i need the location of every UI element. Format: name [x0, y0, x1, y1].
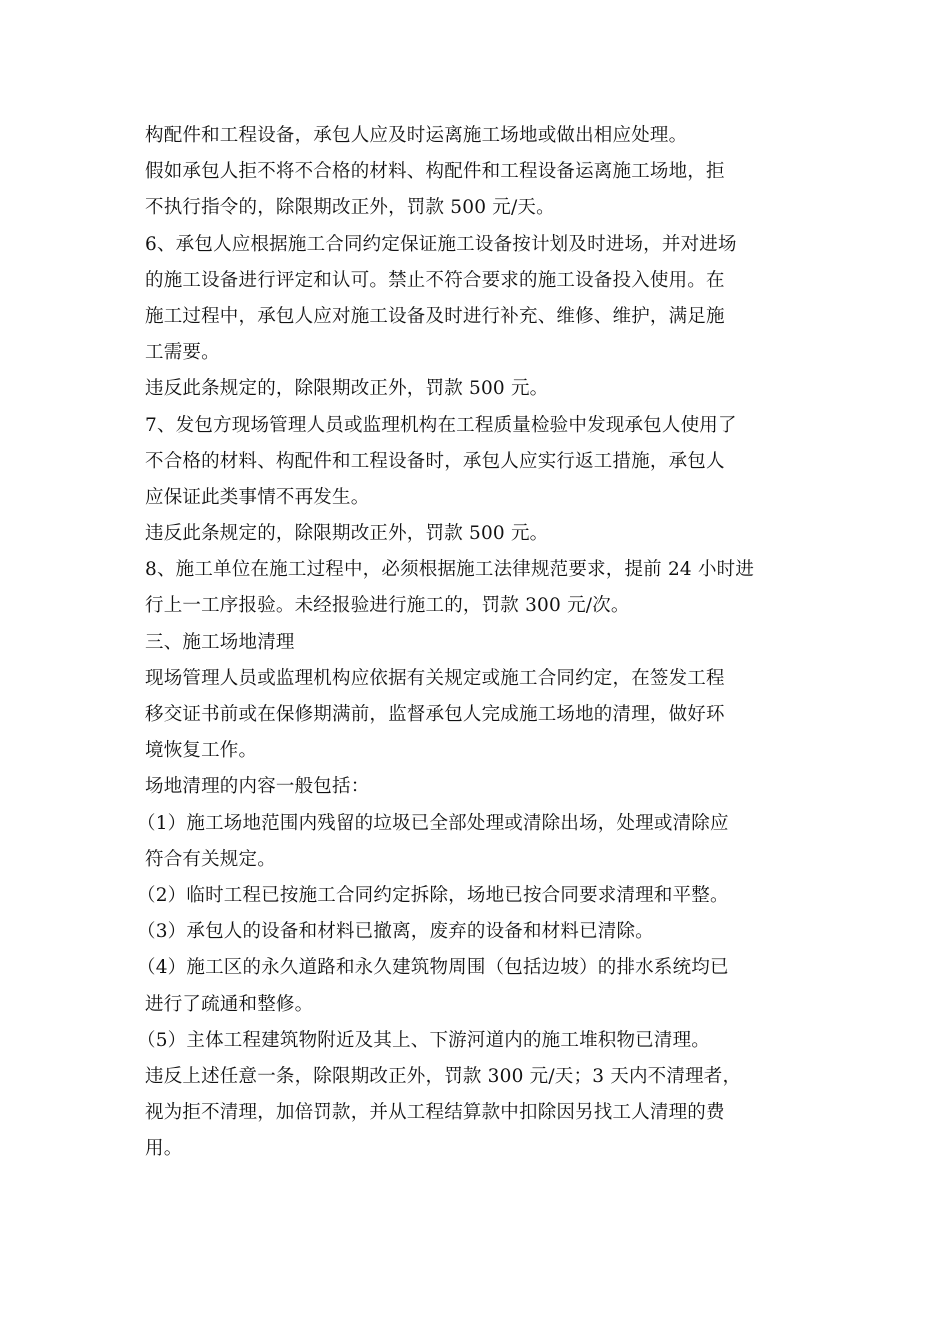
text-line: 不执行指令的，除限期改正外，罚款 500 元/天。 — [145, 197, 555, 219]
text-line: 工需要。 — [145, 342, 220, 364]
text-line: 应保证此类事情不再发生。 — [145, 486, 370, 508]
text-line: 的施工设备进行评定和认可。禁止不符合要求的施工设备投入使用。在 — [145, 269, 725, 291]
text-line: 不合格的材料、构配件和工程设备时，承包人应实行返工措施，承包人 — [145, 450, 725, 472]
text-line: 进行了疏通和整修。 — [145, 993, 314, 1015]
list-item: （2）临时工程已按施工合同约定拆除，场地已按合同要求清理和平整。 — [137, 884, 729, 906]
text-line: 8、施工单位在施工过程中，必须根据施工法律规范要求，提前 24 小时进 — [145, 559, 755, 581]
list-item: （5）主体工程建筑物附近及其上、下游河道内的施工堆积物已清理。 — [137, 1029, 710, 1051]
section-heading: 三、施工场地清理 — [145, 631, 295, 653]
text-line: 施工过程中，承包人应对施工设备及时进行补充、维修、维护，满足施 — [145, 305, 725, 327]
text-line: 6、承包人应根据施工合同约定保证施工设备按计划及时进场，并对进场 — [145, 233, 737, 255]
text-line: 移交证书前或在保修期满前，监督承包人完成施工场地的清理，做好环 — [145, 704, 725, 725]
text-line: 7、发包方现场管理人员或监理机构在工程质量检验中发现承包人使用了 — [145, 414, 737, 436]
text-line: 行上一工序报验。未经报验进行施工的，罚款 300 元/次。 — [145, 595, 630, 617]
text-line: 视为拒不清理，加倍罚款，并从工程结算款中扣除因另找工人清理的费 — [145, 1102, 725, 1124]
text-line: 违反此条规定的，除限期改正外，罚款 500 元。 — [145, 523, 549, 545]
text-line: 构配件和工程设备，承包人应及时运离施工场地或做出相应处理。 — [145, 125, 688, 146]
text-line: 现场管理人员或监理机构应依据有关规定或施工合同约定，在签发工程 — [145, 667, 725, 689]
document-body — [137, 118, 810, 1167]
list-item: （1）施工场地范围内残留的垃圾已全部处理或清除出场，处理或清除应 — [137, 812, 729, 834]
text-line: 违反上述任意一条，除限期改正外，罚款 300 元/天；3 天内不清理者， — [145, 1065, 742, 1087]
list-item: （4）施工区的永久道路和永久建筑物周围（包括边坡）的排水系统均已 — [137, 957, 729, 979]
text-line: 场地清理的内容一般包括： — [145, 776, 370, 798]
text-line: 境恢复工作。 — [145, 740, 258, 762]
text-line: 用。 — [145, 1138, 183, 1160]
list-item: （3）承包人的设备和材料已撤离，废弃的设备和材料已清除。 — [137, 921, 654, 943]
text-line: 符合有关规定。 — [145, 848, 276, 870]
text-line: 违反此条规定的，除限期改正外，罚款 500 元。 — [145, 378, 549, 400]
text-line: 假如承包人拒不将不合格的材料、构配件和工程设备运离施工场地，拒 — [145, 161, 725, 183]
